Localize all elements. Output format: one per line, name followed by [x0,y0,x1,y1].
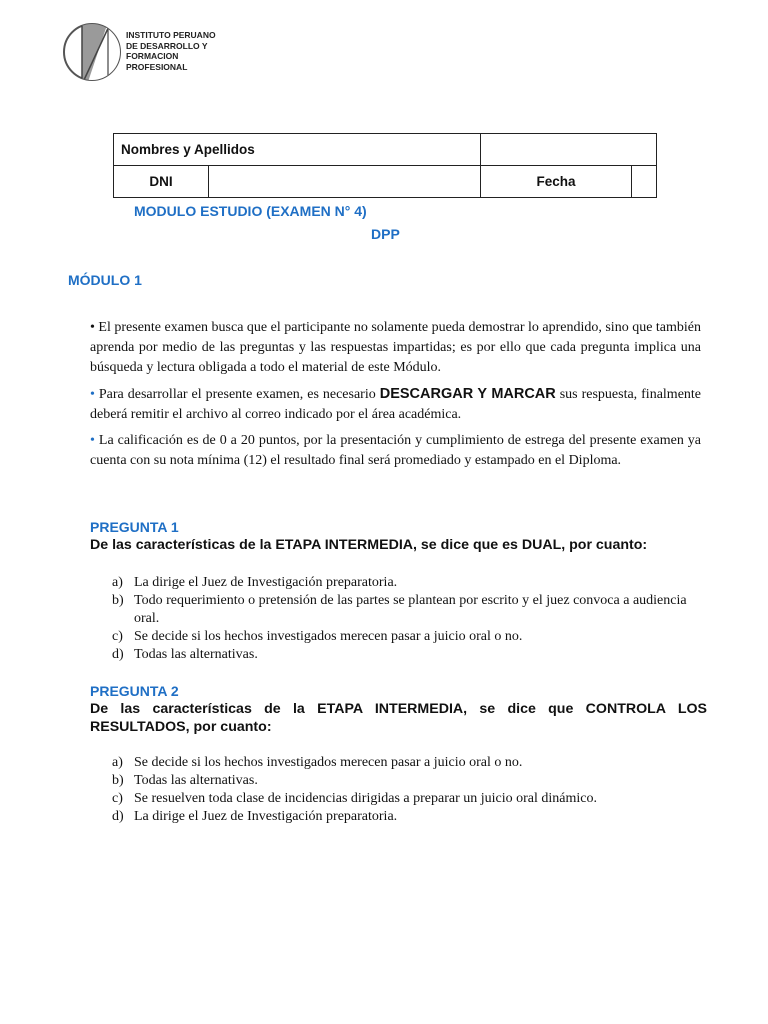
answer-option[interactable] [112,592,702,628]
option-letter: a) [112,755,123,770]
instructions [90,318,701,477]
module-title: MÓDULO 1 [68,272,142,288]
answer-option[interactable] [112,754,702,772]
question-text: De las características de la ETAPA INTERMEDIA, se dice que es DUAL, por cuanto: [90,537,648,553]
question-text: De las características de la ETAPA INTERMEDIA, se dice que CONTROLA LOS RESULTADOS, por cuanto: [90,701,707,735]
exam-title: MODULO ESTUDIO (EXAMEN N° 4) [134,203,367,219]
institute-name-line: INSTITUTO PERUANO [126,30,216,40]
option-letter: a) [112,575,123,590]
option-text: La dirige el Juez de Investigación preparatoria. [134,809,398,824]
institute-name-line: DE DESARROLLO Y [126,40,208,51]
answer-options [112,574,702,664]
option-text: Todas las alternativas. [134,647,258,662]
instruction-text: sus respuesta, finalmente deberá remitir el archivo al correo indicado por el área académica. [90,387,702,422]
bullet: • [90,433,95,448]
institute-name-line: FORMACION [126,51,179,61]
instruction-paragraph [90,318,701,378]
option-text: Todas las alternativas. [134,773,258,788]
answer-option[interactable] [112,646,702,664]
institute-name [126,30,256,72]
instruction-text: Para desarrollar el presente examen, es necesario [98,387,380,402]
answer-option[interactable] [112,772,702,790]
institute-logo [62,22,122,82]
option-text: Se decide si los hechos investigados merecen pasar a juicio oral o no. [134,629,523,644]
question-2 [90,683,707,826]
bullet: • [90,320,95,335]
date-label: Fecha [480,166,631,198]
option-text: La dirige el Juez de Investigación preparatoria. [134,575,398,590]
dni-date-row [114,166,657,198]
dni-label: DNI [114,166,209,198]
option-letter: b) [112,593,124,608]
answer-option[interactable] [112,628,702,646]
option-letter: c) [112,629,123,644]
question-title: PREGUNTA 1 [90,519,179,535]
instruction-paragraph [90,431,701,471]
option-letter: d) [112,809,124,824]
instruction-text: La calificación es de 0 a 20 puntos, por la presentación y cumplimiento de estrega del presente examen ya cuenta con su nota mínima (12) el resultado final será promediado y estampado en el Diploma. [90,433,702,468]
exam-subtitle: DPP [371,226,400,242]
name-field[interactable] [480,134,656,166]
option-text: Todo requerimiento o pretensión de las partes se plantean por escrito y el juez convoca a audiencia oral. [134,593,687,626]
option-letter: c) [112,791,123,806]
answer-option[interactable] [112,790,702,808]
question-title: PREGUNTA 2 [90,683,179,699]
institute-name-line: PROFESIONAL [126,61,188,72]
question-1 [90,519,707,664]
bullet: • [90,387,95,402]
option-text: Se resuelven toda clase de incidencias dirigidas a preparar un juicio oral dinámico. [134,791,597,806]
option-letter: b) [112,773,124,788]
instruction-emphasis: DESCARGAR Y MARCAR [379,386,556,402]
instruction-paragraph [90,384,701,425]
answer-option[interactable] [112,808,702,826]
name-label: Nombres y Apellidos [114,134,481,166]
student-info-table [113,133,657,198]
option-letter: d) [112,647,124,662]
instruction-text: El presente examen busca que el participante no solamente pueda demostrar lo aprendido, sino que también aprenda por medio de las preguntas y las respuestas impartidas; es por ello que cada pregunta implica una búsqueda y lectura obligada a todo el material de este Módulo. [90,320,702,375]
name-row [114,134,657,166]
answer-options [112,754,702,826]
dni-field[interactable] [209,166,481,198]
answer-option[interactable] [112,574,702,592]
option-text: Se decide si los hechos investigados merecen pasar a juicio oral o no. [134,755,523,770]
date-field[interactable] [631,166,656,198]
